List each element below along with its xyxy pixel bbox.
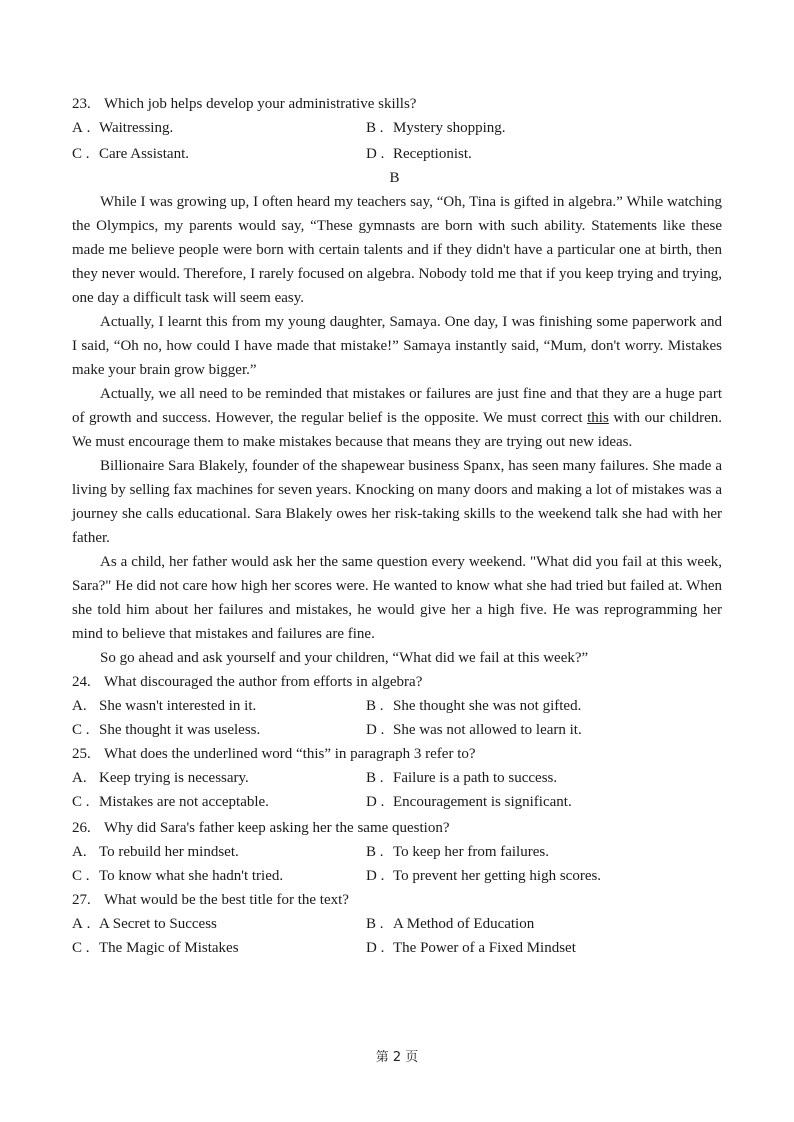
- option-a[interactable]: [72, 912, 217, 936]
- question-23: [72, 92, 722, 116]
- option-b[interactable]: [366, 840, 549, 864]
- option-c[interactable]: [72, 790, 269, 814]
- question-stem: What does the underlined word “this” in paragraph 3 refer to?: [104, 746, 476, 762]
- option-b[interactable]: [366, 766, 557, 790]
- option-letter: C .: [72, 868, 90, 884]
- question-24: [72, 670, 722, 694]
- option-letter: C .: [72, 940, 90, 956]
- option-c[interactable]: [72, 142, 189, 166]
- option-text: Mistakes are not acceptable.: [99, 794, 269, 810]
- question-number: 24.: [72, 674, 91, 690]
- option-letter: A .: [72, 120, 91, 136]
- option-a[interactable]: [72, 116, 173, 140]
- question-number: 26.: [72, 820, 91, 836]
- options-row: [72, 142, 722, 166]
- option-letter: D .: [366, 940, 385, 956]
- option-c[interactable]: [72, 718, 260, 742]
- option-letter: D .: [366, 722, 385, 738]
- section-heading: B: [389, 170, 400, 186]
- options-row: [72, 694, 722, 718]
- option-text: She thought she was not gifted.: [393, 698, 582, 714]
- question-number: 25.: [72, 746, 91, 762]
- option-letter: B .: [366, 770, 384, 786]
- option-c[interactable]: [72, 936, 239, 960]
- options-row: [72, 936, 722, 960]
- option-text: The Power of a Fixed Mindset: [393, 940, 576, 956]
- options-row: [72, 718, 722, 742]
- option-letter: C .: [72, 794, 90, 810]
- paragraph-6: So go ahead and ask yourself and your children, “What did we fail at this week?”: [100, 650, 589, 666]
- option-text: She thought it was useless.: [99, 722, 261, 738]
- option-letter: C .: [72, 722, 90, 738]
- option-text: To know what she hadn't tried.: [99, 868, 284, 884]
- option-text: To keep her from failures.: [393, 844, 549, 860]
- question-stem: Which job helps develop your administrative skills?: [104, 96, 417, 112]
- option-letter: C .: [72, 146, 90, 162]
- paragraph-2: Actually, I learnt this from my young daughter, Samaya. One day, I was finishing some paperwork and I said, “Oh no, how could I have made that mistake!” Samaya instantly said, “Mum, don't worry. Mistakes make your brain grow bigger.”: [72, 314, 722, 378]
- option-d[interactable]: [366, 142, 472, 166]
- options-row: [72, 840, 722, 864]
- option-a[interactable]: [72, 840, 239, 864]
- option-a[interactable]: [72, 694, 256, 718]
- paragraph-text: with our children. We must encourage them to make mistakes because that means they are trying out new ideas.: [72, 410, 723, 450]
- question-stem: What discouraged the author from efforts in algebra?: [104, 674, 423, 690]
- question-25: [72, 742, 722, 766]
- options-row: [72, 116, 722, 142]
- option-text: Care Assistant.: [99, 146, 189, 162]
- option-text: Waitressing.: [99, 120, 174, 136]
- option-text: Keep trying is necessary.: [99, 770, 249, 786]
- option-text: To rebuild her mindset.: [99, 844, 239, 860]
- option-letter: B .: [366, 698, 384, 714]
- option-text: Receptionist.: [393, 146, 472, 162]
- option-c[interactable]: [72, 864, 283, 888]
- option-letter: B .: [366, 844, 384, 860]
- option-d[interactable]: [366, 864, 601, 888]
- option-b[interactable]: [366, 116, 506, 140]
- option-a[interactable]: [72, 766, 249, 790]
- option-b[interactable]: [366, 694, 581, 718]
- option-text: Mystery shopping.: [393, 120, 506, 136]
- option-letter: A.: [72, 770, 87, 786]
- options-row: [72, 864, 722, 888]
- option-text: Failure is a path to success.: [393, 770, 558, 786]
- options-row: [72, 912, 722, 936]
- question-stem: Why did Sara's father keep asking her the same question?: [104, 820, 450, 836]
- option-text: A Secret to Success: [99, 916, 217, 932]
- option-text: A Method of Education: [393, 916, 535, 932]
- question-26: [72, 816, 722, 840]
- option-b[interactable]: [366, 912, 534, 936]
- option-text: She was not allowed to learn it.: [393, 722, 582, 738]
- option-letter: D .: [366, 794, 385, 810]
- option-letter: B .: [366, 916, 384, 932]
- option-text: Encouragement is significant.: [393, 794, 572, 810]
- options-row: [72, 766, 722, 790]
- option-letter: B .: [366, 120, 384, 136]
- option-letter: A.: [72, 698, 87, 714]
- option-letter: D .: [366, 146, 385, 162]
- paragraph-5: As a child, her father would ask her the same question every weekend. "What did you fail at this week, Sara?" He did not care how high her scores were. He wanted to know what she had tried but failed at. When she told him about her failures and mistakes, he would give her a high five. He was reprogramming her mind to believe that mistakes and failures are fine.: [72, 554, 722, 642]
- question-27: [72, 888, 722, 912]
- option-d[interactable]: [366, 790, 572, 814]
- paragraph-4: Billionaire Sara Blakely, founder of the shapewear business Spanx, has seen many failures. She made a living by selling fax machines for seven years. Knocking on many doors and making a lot of mistakes was a journey she calls educational. Sara Blakely owes her risk-taking skills to the weekend talk she had with her father.: [72, 458, 722, 546]
- options-row: [72, 790, 722, 816]
- option-letter: D .: [366, 868, 385, 884]
- question-stem: What would be the best title for the text?: [104, 892, 349, 908]
- underlined-word: this: [587, 410, 609, 426]
- paragraph-text: Actually, we all need to be reminded that mistakes or failures are just fine and that they are a huge part of growth and success. However, the regular belief is the opposite. We must correct: [72, 386, 722, 426]
- paragraph-1: While I was growing up, I often heard my teachers say, “Oh, Tina is gifted in algebra.” While watching the Olympics, my parents would say, “These gymnasts are born with such ability. Statements like these made me believe people were born with certain talents and if they didn't have a particular one at birth, then they never would. Therefore, I rarely focused on algebra. Nobody told me that if you keep trying and trying, one day a difficult task will seem easy.: [72, 194, 722, 306]
- option-text: The Magic of Mistakes: [99, 940, 239, 956]
- question-number: 23.: [72, 96, 91, 112]
- option-text: To prevent her getting high scores.: [393, 868, 602, 884]
- option-d[interactable]: [366, 718, 582, 742]
- exam-page: [72, 92, 722, 960]
- page-number: 第 2 页: [375, 1050, 419, 1065]
- question-number: 27.: [72, 892, 91, 908]
- paragraph-3: [72, 382, 722, 454]
- option-text: She wasn't interested in it.: [99, 698, 257, 714]
- option-d[interactable]: [366, 936, 576, 960]
- option-letter: A .: [72, 916, 91, 932]
- option-letter: A.: [72, 844, 87, 860]
